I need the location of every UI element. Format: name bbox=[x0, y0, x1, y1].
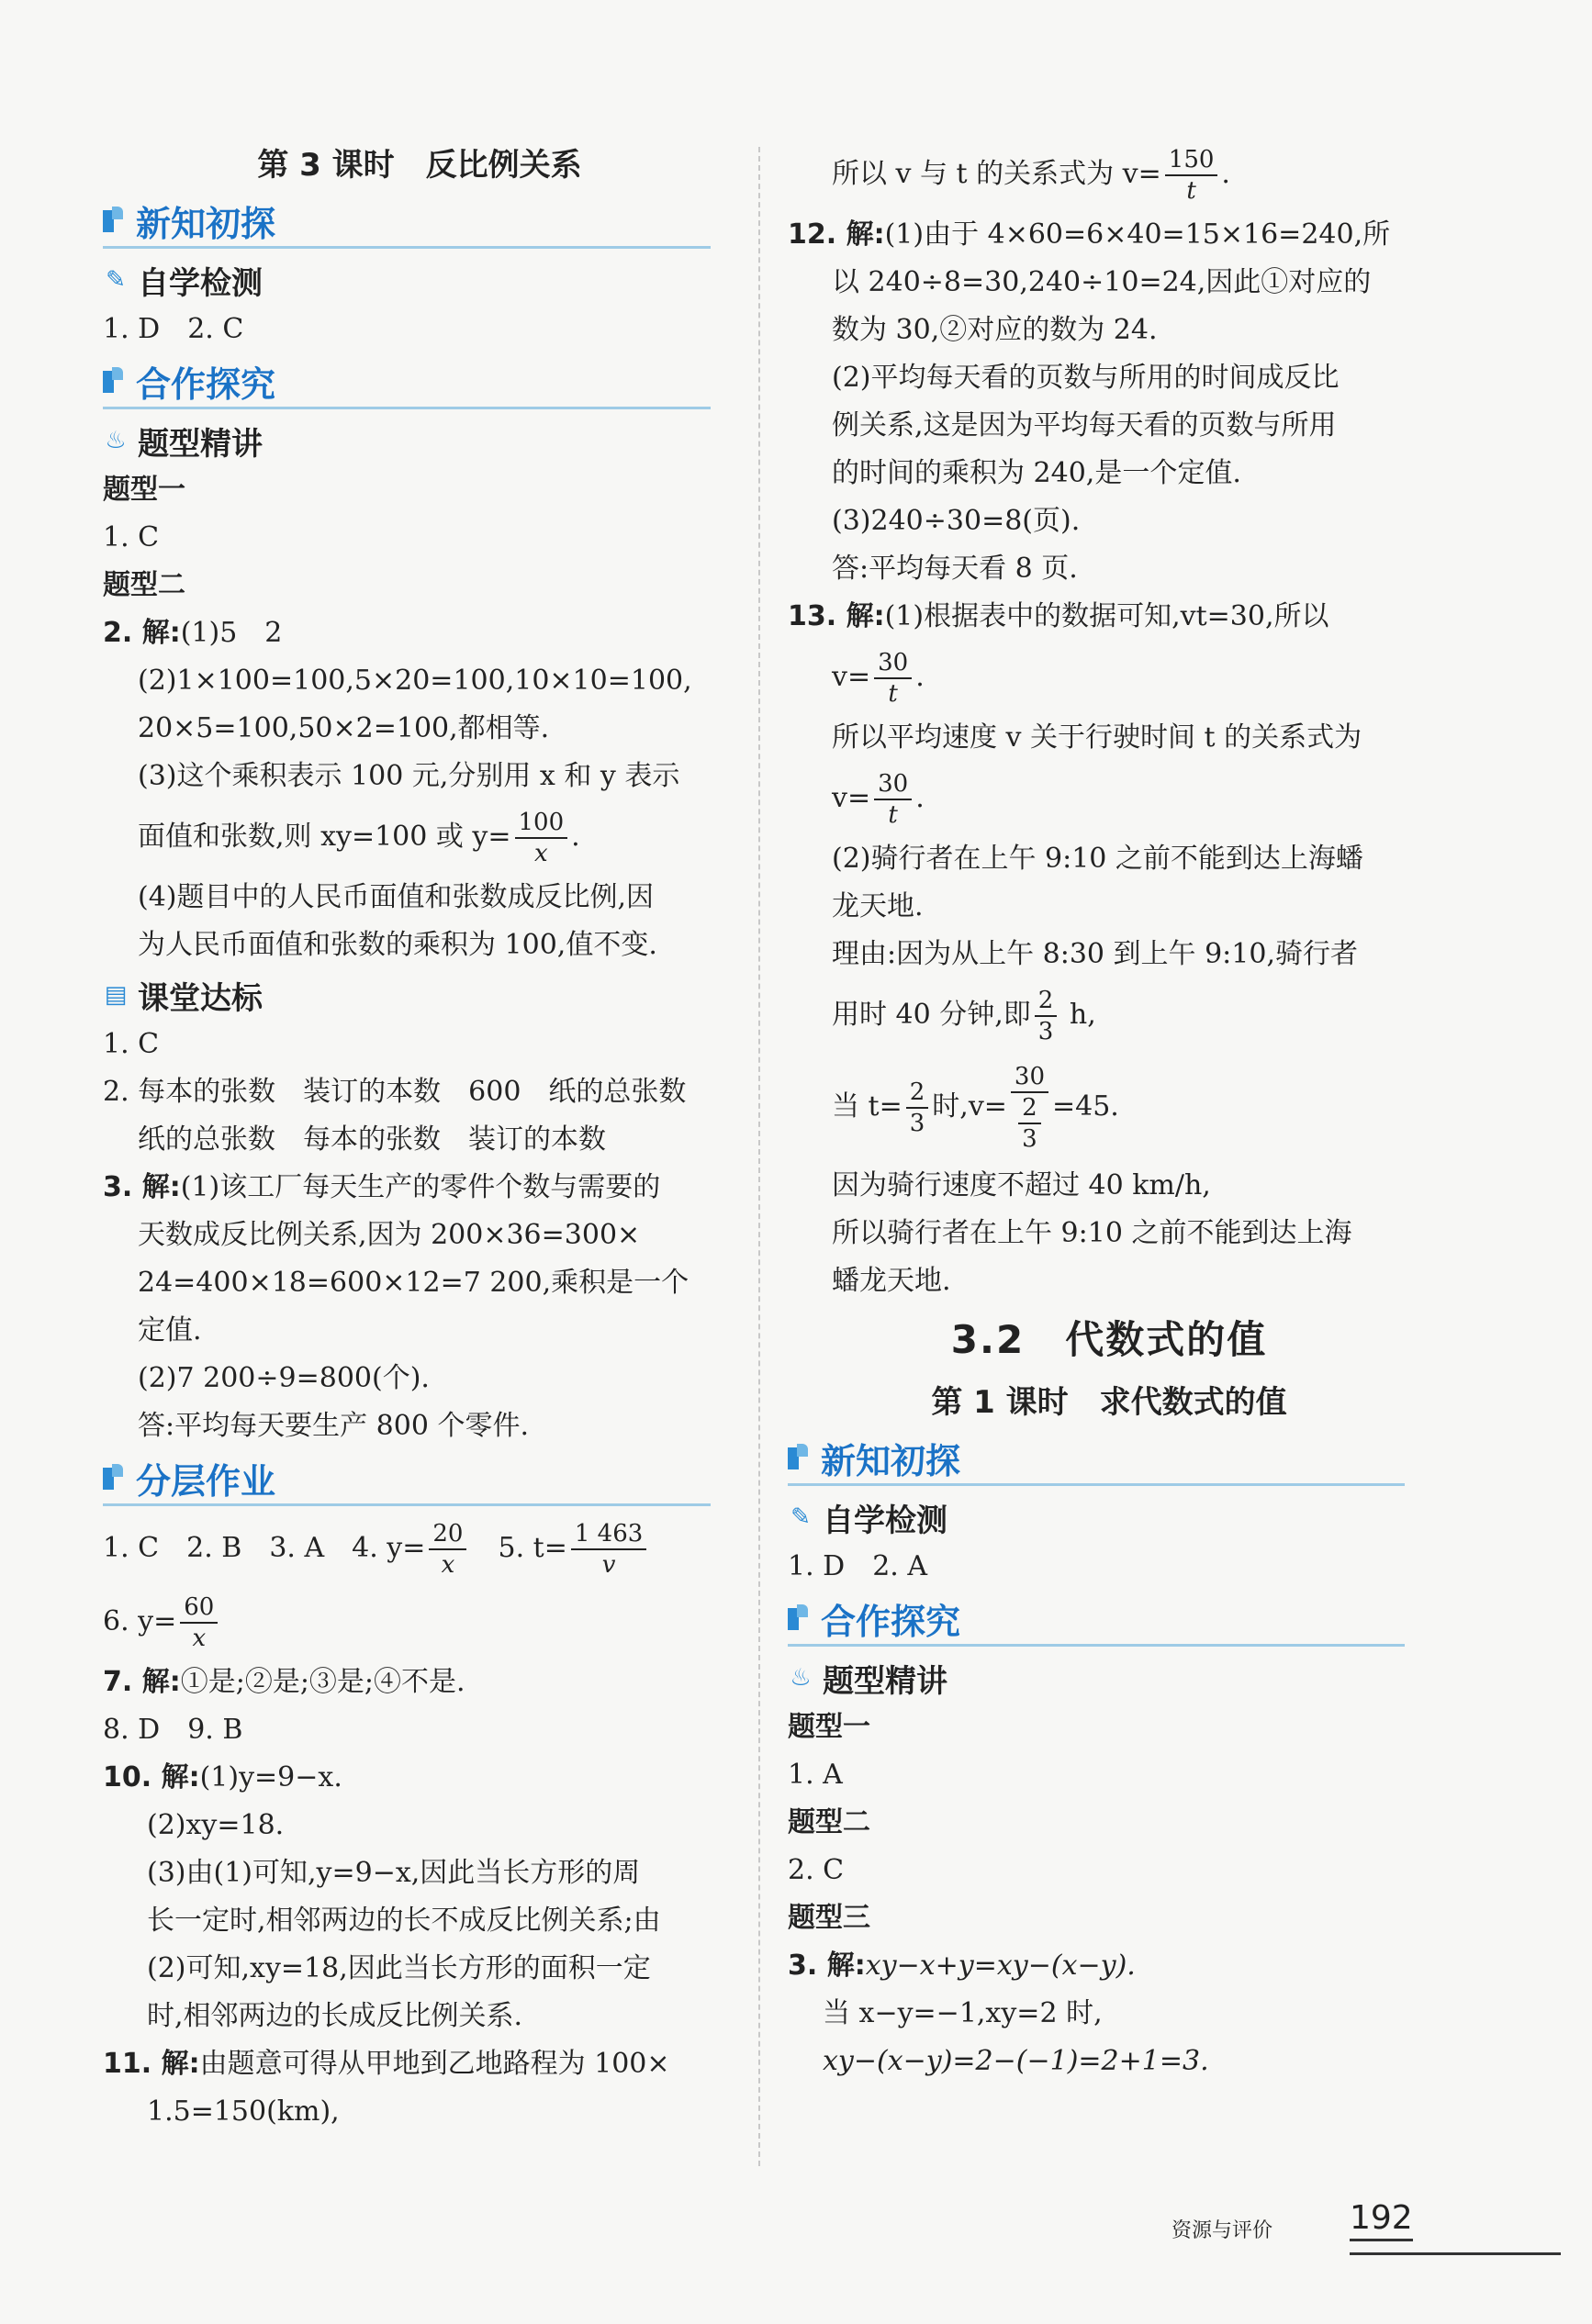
answer-line bbox=[103, 2040, 736, 2088]
subheader-zixue bbox=[103, 254, 736, 306]
answer-line: (4)题目中的人民币面值和张数成反比例,因 bbox=[138, 881, 655, 913]
answer-line: 因为骑行速度不超过 40 km/h, bbox=[832, 1169, 1211, 1201]
section-title: 新知初探 bbox=[136, 203, 276, 244]
answer-line: 2. C bbox=[788, 1854, 845, 1886]
answer-line: 天数成反比例关系,因为 200×36=300× bbox=[138, 1219, 641, 1251]
answer-line: 所以骑行者在上午 9:10 之前不能到达上海 bbox=[832, 1217, 1352, 1249]
fraction bbox=[515, 808, 568, 868]
section-header-xinzhi bbox=[103, 195, 711, 249]
fraction bbox=[1018, 1093, 1041, 1154]
fraction bbox=[180, 1592, 218, 1653]
answer-text: 6. y= bbox=[103, 1605, 177, 1637]
answer-text: (1)y=9−x. bbox=[199, 1761, 342, 1793]
numerator: 30 bbox=[874, 648, 912, 679]
subheader-text: 自学检测 bbox=[823, 1502, 947, 1539]
complex-fraction bbox=[1011, 1062, 1048, 1154]
answer-line: (2)可知,xy=18,因此当长方形的面积一定 bbox=[147, 1952, 651, 1984]
solution-label: 10. 解: bbox=[103, 1761, 200, 1793]
book-icon: ▤ bbox=[104, 981, 128, 1009]
answer-line: xy−(x−y)=2−(−1)=2+1=3. bbox=[823, 2045, 1209, 2077]
answer-line: 答:平均每天看 8 页. bbox=[832, 553, 1078, 585]
fraction bbox=[874, 648, 912, 709]
answer-line: 理由:因为从上午 8:30 到上午 9:10,骑行者 bbox=[832, 938, 1358, 970]
answer-line: (3)由(1)可知,y=9−x,因此当长方形的周 bbox=[147, 1857, 641, 1889]
answer-text: 当 t= bbox=[832, 1090, 903, 1123]
answer-line bbox=[103, 609, 736, 657]
section-header-xinzhi bbox=[788, 1432, 1405, 1486]
pencil-icon: ✎ bbox=[790, 1503, 811, 1531]
answer-line: (2)xy=18. bbox=[147, 1809, 285, 1841]
answer-text: . bbox=[1221, 158, 1230, 190]
footer-rule bbox=[1350, 2252, 1561, 2255]
fraction bbox=[1165, 145, 1218, 206]
answer-line bbox=[788, 593, 1430, 641]
page-number: 192 bbox=[1350, 2199, 1413, 2241]
answer-line: 龙天地. bbox=[832, 890, 924, 922]
answer-line bbox=[103, 800, 736, 874]
answer-line: (2)1×100=100,5×20=100,10×10=100, bbox=[138, 665, 692, 697]
answer-line bbox=[103, 1164, 736, 1212]
subheader-zixue bbox=[788, 1492, 1430, 1543]
bookmark-icon bbox=[103, 207, 127, 234]
answer-line: (2)骑行者在上午 9:10 之前不能到达上海蟠 bbox=[832, 843, 1363, 875]
denominator: t bbox=[888, 801, 898, 829]
answer-line: 定值. bbox=[138, 1314, 202, 1346]
denominator: v bbox=[601, 1551, 616, 1579]
answer-line: (3)这个乘积表示 100 元,分别用 x 和 y 表示 bbox=[138, 760, 680, 792]
denominator: 3 bbox=[909, 1110, 925, 1137]
flame-icon: ♨ bbox=[105, 427, 127, 454]
denominator bbox=[1011, 1093, 1048, 1154]
solution-label: 12. 解: bbox=[788, 218, 885, 251]
answer-text: v= bbox=[832, 661, 871, 693]
numerator: 60 bbox=[180, 1592, 218, 1624]
subheader-text: 题型精讲 bbox=[138, 425, 263, 463]
pencil-icon: ✎ bbox=[106, 266, 126, 294]
denominator: x bbox=[533, 840, 548, 867]
solution-label: 11. 解: bbox=[103, 2048, 200, 2080]
answer-line: 为人民币面值和张数的乘积为 100,值不变. bbox=[138, 929, 657, 961]
solution-label: 13. 解: bbox=[788, 600, 885, 632]
bookmark-icon bbox=[788, 1604, 812, 1632]
answer-line bbox=[788, 1942, 1430, 1990]
answer-line: 长一定时,相邻两边的长不成反比例关系;由 bbox=[147, 1905, 661, 1937]
answer-line: 1. C bbox=[103, 1028, 160, 1060]
answer-line: 8. D 9. B bbox=[103, 1714, 243, 1746]
section-title: 合作探究 bbox=[136, 363, 276, 405]
numerator: 30 bbox=[874, 769, 912, 800]
fraction bbox=[429, 1519, 466, 1580]
lesson-title: 第 3 课时 反比例关系 bbox=[257, 147, 582, 184]
type-label: 题型二 bbox=[788, 1806, 870, 1838]
subheader-tixing bbox=[788, 1652, 1430, 1704]
flame-icon: ♨ bbox=[790, 1664, 812, 1692]
numerator: 1 463 bbox=[571, 1519, 646, 1550]
subheader-ketang bbox=[103, 969, 736, 1021]
answer-line: 以 240÷8=30,240÷10=24,因此①对应的 bbox=[832, 266, 1372, 298]
type-label: 题型三 bbox=[788, 1902, 870, 1934]
numerator: 30 bbox=[1011, 1062, 1048, 1093]
answer-line: 1. D 2. A bbox=[788, 1550, 928, 1582]
answer-text: =45. bbox=[1052, 1090, 1119, 1123]
answer-text: . bbox=[571, 821, 580, 853]
solution-label: 3. 解: bbox=[788, 1950, 866, 1982]
numerator: 2 bbox=[1018, 1093, 1041, 1124]
answer-text: 1. C 2. B 3. A 4. y= bbox=[103, 1532, 426, 1564]
bookmark-icon bbox=[788, 1444, 812, 1471]
answer-line bbox=[103, 1659, 736, 1706]
fraction bbox=[1035, 986, 1058, 1046]
answer-line: 20×5=100,50×2=100,都相等. bbox=[138, 712, 550, 744]
answer-line: 纸的总张数 每本的张数 装订的本数 bbox=[138, 1123, 606, 1156]
answer-text: . bbox=[915, 661, 925, 693]
answer-text: h, bbox=[1060, 999, 1096, 1031]
answer-text: 用时 40 分钟,即 bbox=[832, 999, 1031, 1031]
answer-line bbox=[788, 211, 1430, 259]
left-column bbox=[103, 138, 736, 2136]
answer-line: 1. D 2. C bbox=[103, 313, 244, 345]
column-divider bbox=[758, 147, 760, 2166]
answer-line: 的时间的乘积为 240,是一个定值. bbox=[832, 457, 1241, 489]
answer-line: 当 x−y=−1,xy=2 时, bbox=[823, 1997, 1103, 2029]
answer-line: 1.5=150(km), bbox=[147, 2095, 340, 2128]
answer-line: 数为 30,②对应的数为 24. bbox=[832, 314, 1158, 346]
answer-line: 2. 每本的张数 装订的本数 600 纸的总张数 bbox=[103, 1076, 687, 1108]
answer-text: 时,v= bbox=[932, 1090, 1007, 1123]
answer-line: 所以平均速度 v 关于行驶时间 t 的关系式为 bbox=[832, 721, 1362, 754]
answer-line bbox=[103, 1754, 736, 1802]
section-title: 新知初探 bbox=[821, 1440, 961, 1481]
answer-text: (1)5 2 bbox=[180, 617, 283, 649]
numerator: 2 bbox=[906, 1078, 929, 1109]
answer-text: 5. t= bbox=[470, 1532, 567, 1564]
fraction bbox=[571, 1519, 646, 1580]
type-label: 题型一 bbox=[103, 474, 185, 506]
subheader-tixing bbox=[103, 415, 736, 466]
answer-line: 1. C bbox=[103, 521, 160, 553]
answer-text: 面值和张数,则 xy=100 或 y= bbox=[138, 821, 511, 853]
answer-text: xy−x+y=xy−(x−y). bbox=[865, 1950, 1136, 1982]
right-column bbox=[788, 138, 1430, 2085]
answer-text: 由题意可得从甲地到乙地路程为 100× bbox=[199, 2048, 670, 2080]
answer-line: 1. A bbox=[788, 1759, 843, 1791]
answer-text: ①是;②是;③是;④不是. bbox=[180, 1666, 465, 1698]
answer-text: 所以 v 与 t 的关系式为 v= bbox=[832, 158, 1161, 190]
answer-line: 蟠龙天地. bbox=[832, 1265, 951, 1297]
answer-line bbox=[788, 641, 1430, 714]
answer-line: (3)240÷30=8(页). bbox=[832, 505, 1081, 537]
section-header-hezuo bbox=[788, 1592, 1405, 1647]
denominator: 3 bbox=[1022, 1125, 1037, 1153]
section-title: 合作探究 bbox=[821, 1601, 961, 1642]
section-title: 分层作业 bbox=[136, 1460, 276, 1502]
section-header-fenceng bbox=[103, 1452, 711, 1506]
answer-text: (1)根据表中的数据可知,vt=30,所以 bbox=[884, 600, 1329, 632]
fraction bbox=[906, 1078, 929, 1138]
subheader-text: 课堂达标 bbox=[138, 979, 263, 1017]
bookmark-icon bbox=[103, 367, 127, 395]
denominator: t bbox=[888, 680, 898, 708]
subheader-text: 题型精讲 bbox=[823, 1662, 947, 1700]
answer-line bbox=[788, 1052, 1430, 1162]
section-header-hezuo bbox=[103, 355, 711, 409]
numerator: 100 bbox=[515, 808, 568, 839]
answer-line: 例关系,这是因为平均每天看的页数与所用 bbox=[832, 409, 1337, 441]
solution-label: 3. 解: bbox=[103, 1171, 181, 1203]
answer-line bbox=[103, 1585, 736, 1659]
answer-line: (2)平均每天看的页数与所用的时间成反比 bbox=[832, 362, 1340, 394]
footer-label: 资源与评价 bbox=[1172, 2219, 1273, 2242]
solution-label: 7. 解: bbox=[103, 1666, 181, 1698]
answer-line: 24=400×18=600×12=7 200,乘积是一个 bbox=[138, 1267, 689, 1299]
denominator: t bbox=[1186, 177, 1196, 205]
lesson-title: 第 1 课时 求代数式的值 bbox=[931, 1384, 1287, 1421]
answer-text: . bbox=[915, 782, 925, 814]
answer-line bbox=[103, 1512, 736, 1585]
denominator: x bbox=[192, 1625, 207, 1652]
answer-line: (2)7 200÷9=800(个). bbox=[138, 1362, 430, 1394]
answer-line bbox=[788, 978, 1430, 1052]
denominator: 3 bbox=[1037, 1018, 1054, 1045]
answer-line: 答:平均每天要生产 800 个零件. bbox=[138, 1410, 529, 1442]
answer-text: (1)该工厂每天生产的零件个数与需要的 bbox=[180, 1171, 661, 1203]
answer-text: (1)由于 4×60=6×40=15×16=240,所 bbox=[884, 218, 1391, 251]
answer-text: v= bbox=[832, 782, 871, 814]
bookmark-icon bbox=[103, 1464, 127, 1492]
fraction bbox=[874, 769, 912, 830]
chapter-title: 3.2 代数式的值 bbox=[950, 1317, 1268, 1362]
solution-label: 2. 解: bbox=[103, 617, 181, 649]
numerator: 2 bbox=[1035, 986, 1058, 1017]
type-label: 题型二 bbox=[103, 569, 185, 601]
answer-line bbox=[788, 138, 1430, 211]
answer-line: 时,相邻两边的长成反比例关系. bbox=[147, 2000, 523, 2032]
subheader-text: 自学检测 bbox=[138, 264, 263, 302]
type-label: 题型一 bbox=[788, 1711, 870, 1743]
denominator: x bbox=[441, 1551, 455, 1579]
answer-line bbox=[788, 762, 1430, 835]
numerator: 150 bbox=[1165, 145, 1218, 176]
numerator: 20 bbox=[429, 1519, 466, 1550]
